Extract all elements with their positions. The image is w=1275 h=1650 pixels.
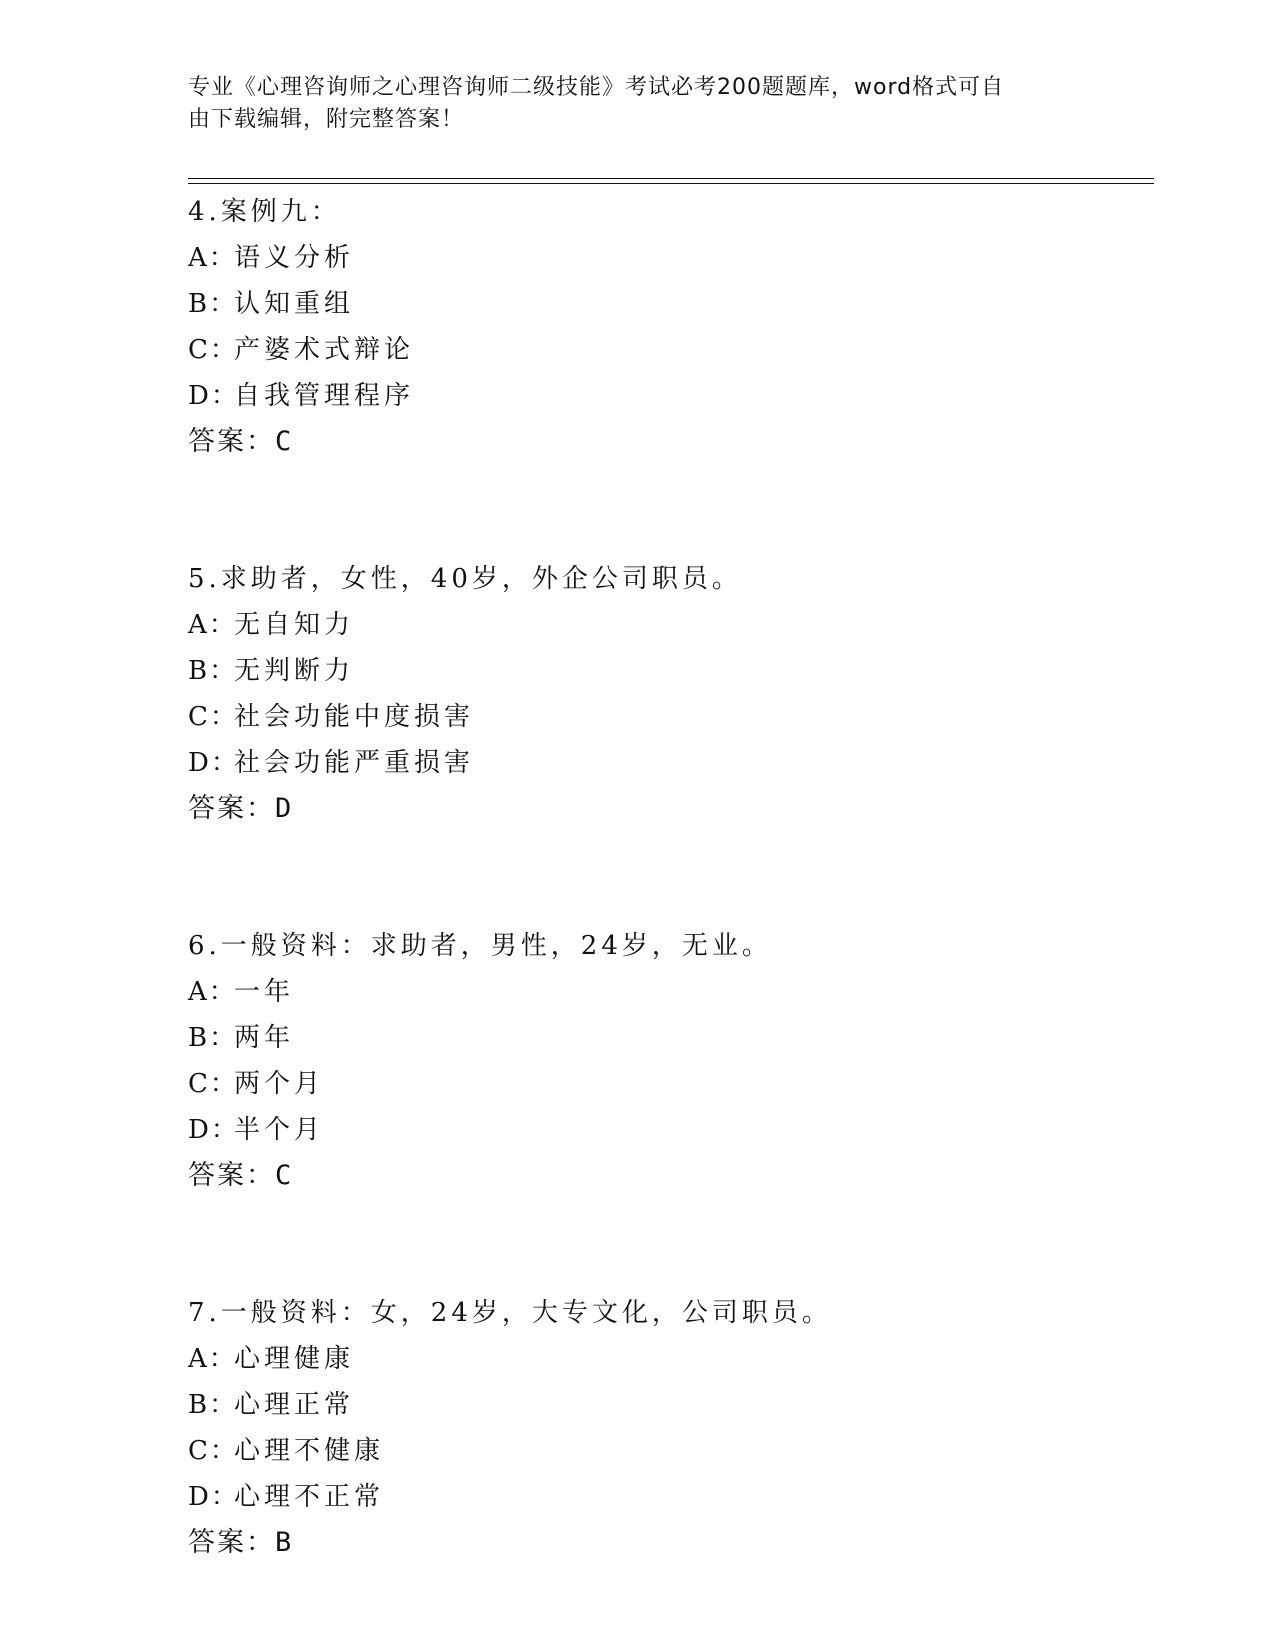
document-header [188, 72, 1068, 136]
option-text: 社会功能严重损害 [234, 748, 475, 778]
question-spacer [188, 832, 1148, 923]
option-text: 半个月 [234, 1115, 325, 1145]
option-key: D： [188, 381, 239, 411]
option-text: 心理不正常 [234, 1482, 385, 1512]
option-key: D： [188, 1482, 239, 1512]
option-key: C： [188, 1436, 238, 1466]
question-spacer [188, 1199, 1148, 1290]
header-divider-bottom [188, 183, 1154, 184]
question-6 [188, 923, 1148, 1199]
option-text: 心理正常 [234, 1390, 355, 1420]
answer-line [188, 1520, 1148, 1566]
question-5 [188, 556, 1148, 832]
option-key: A： [188, 977, 237, 1007]
question-stem: 6.一般资料：求助者，男性，24岁，无业。 [188, 931, 772, 961]
answer-line [188, 419, 1148, 465]
answer-line [188, 786, 1148, 832]
option-text: 无判断力 [234, 656, 355, 686]
option-key: C： [188, 335, 238, 365]
option-key: B： [188, 1023, 238, 1053]
option-key: A： [188, 610, 237, 640]
option-key: A： [188, 1344, 237, 1374]
option-text: 一年 [234, 977, 295, 1007]
option-d [188, 1107, 1148, 1153]
question-spacer [188, 465, 1148, 556]
question-4 [188, 189, 1148, 465]
option-text: 产婆术式辩论 [234, 335, 415, 365]
option-key: D： [188, 748, 239, 778]
answer-value: B [275, 1527, 294, 1558]
option-d [188, 373, 1148, 419]
option-b [188, 1382, 1148, 1428]
option-c [188, 694, 1148, 740]
option-d [188, 1474, 1148, 1520]
option-text: 两个月 [234, 1069, 325, 1099]
option-key: C： [188, 702, 238, 732]
header-line-1: 专业《心理咨询师之心理咨询师二级技能》考试必考200题题库，word格式可自 [188, 75, 1005, 100]
option-a [188, 969, 1148, 1015]
option-b [188, 648, 1148, 694]
option-key: B： [188, 289, 238, 319]
option-text: 认知重组 [234, 289, 355, 319]
option-text: 社会功能中度损害 [234, 702, 475, 732]
question-stem: 5.求助者，女性，40岁，外企公司职员。 [188, 564, 742, 594]
option-key: B： [188, 656, 238, 686]
option-text: 无自知力 [234, 610, 355, 640]
answer-label: 答案： [188, 1160, 275, 1191]
answer-value: C [275, 1160, 294, 1191]
answer-label: 答案： [188, 1527, 275, 1558]
option-a [188, 602, 1148, 648]
option-text: 语义分析 [234, 243, 355, 273]
option-text: 心理健康 [234, 1344, 355, 1374]
option-key: B： [188, 1390, 238, 1420]
option-key: D： [188, 1115, 239, 1145]
question-stem: 4.案例九： [188, 197, 341, 227]
answer-value: D [275, 793, 294, 824]
option-a [188, 1336, 1148, 1382]
question-stem: 7.一般资料：女，24岁，大专文化，公司职员。 [188, 1298, 832, 1328]
option-b [188, 281, 1148, 327]
header-divider-top [188, 178, 1154, 179]
option-text: 心理不健康 [234, 1436, 385, 1466]
header-line-2: 由下载编辑，附完整答案！ [188, 107, 465, 132]
option-b [188, 1015, 1148, 1061]
option-d [188, 740, 1148, 786]
answer-value: C [275, 426, 294, 457]
question-list [188, 189, 1148, 1566]
option-key: C： [188, 1069, 238, 1099]
option-c [188, 327, 1148, 373]
question-7 [188, 1290, 1148, 1566]
option-key: A： [188, 243, 237, 273]
option-c [188, 1428, 1148, 1474]
option-text: 两年 [234, 1023, 295, 1053]
option-a [188, 235, 1148, 281]
option-text: 自我管理程序 [234, 381, 415, 411]
option-c [188, 1061, 1148, 1107]
answer-label: 答案： [188, 793, 275, 824]
answer-line [188, 1153, 1148, 1199]
answer-label: 答案： [188, 426, 275, 457]
